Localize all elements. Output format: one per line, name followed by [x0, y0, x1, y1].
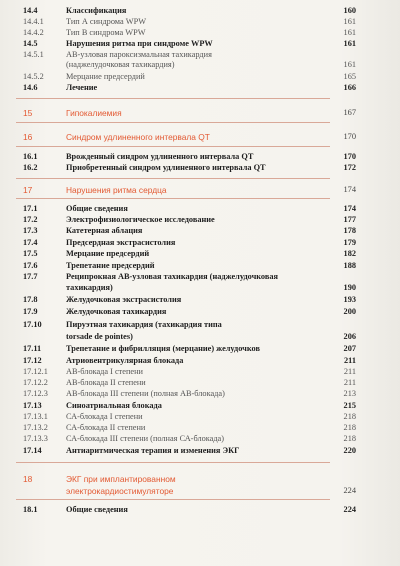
toc-entry-title: электрокардиостимуляторе	[66, 486, 174, 496]
toc-entry[interactable]	[0, 412, 400, 422]
toc-entry-page: 200	[343, 307, 356, 316]
toc-entry-page: 170	[343, 152, 356, 161]
toc-entry-page: 218	[343, 423, 356, 432]
toc-entry-page: 172	[343, 163, 356, 172]
toc-entry-page: 178	[343, 226, 356, 235]
toc-entry[interactable]	[0, 344, 400, 354]
toc-entry-title: torsade de pointes)	[66, 332, 133, 341]
toc-entry-title: Нарушения ритма при синдроме WPW	[66, 39, 213, 48]
toc-entry-page: 167	[343, 108, 356, 117]
toc-entry-number: 16	[23, 132, 33, 142]
toc-entry[interactable]	[0, 434, 400, 444]
section-divider	[16, 146, 330, 147]
toc-entry-number: 17.1	[23, 204, 38, 213]
toc-entry-title: Тип В синдрома WPW	[66, 28, 146, 37]
toc-entry-title: Электрофизиологическое исследование	[66, 215, 215, 224]
toc-entry-number: 17.12.2	[23, 378, 48, 387]
toc-entry-title: Нарушения ритма сердца	[66, 185, 167, 195]
toc-entry-number: 14.5.1	[23, 50, 44, 59]
toc-entry[interactable]	[0, 108, 400, 118]
toc-entry-page: 207	[343, 344, 356, 353]
toc-entry-number: 16.2	[23, 163, 38, 172]
toc-entry[interactable]	[0, 17, 400, 27]
toc-entry[interactable]	[0, 261, 400, 271]
toc-entry-title: СА-блокада I степени	[66, 412, 143, 421]
toc-entry-page: 161	[343, 39, 356, 48]
toc-entry-number: 17.9	[23, 307, 38, 316]
toc-entry-page: 166	[343, 83, 356, 92]
toc-entry-number: 17.13.1	[23, 412, 48, 421]
toc-entry-page: 160	[343, 6, 356, 15]
toc-entry-number: 17.2	[23, 215, 38, 224]
toc-entry-page: 174	[343, 185, 356, 194]
toc-entry-number: 17.6	[23, 261, 38, 270]
toc-entry-page: 193	[343, 295, 356, 304]
toc-entry-title: Трепетание предсердий	[66, 261, 155, 270]
toc-entry[interactable]	[0, 249, 400, 259]
toc-entry[interactable]	[0, 423, 400, 433]
toc-entry-title: Приобретенный синдром удлиненного интервала QT	[66, 163, 266, 172]
toc-entry-page: 218	[343, 412, 356, 421]
toc-entry-page: 206	[343, 332, 356, 341]
toc-entry-page: 161	[343, 60, 356, 69]
toc-entry-page: 224	[343, 486, 356, 495]
toc-entry-page: 215	[343, 401, 356, 410]
toc-entry-page: 161	[343, 28, 356, 37]
toc-entry-page: 188	[343, 261, 356, 270]
toc-entry-title: Врожденный синдром удлиненного интервала QT	[66, 152, 254, 161]
toc-entry[interactable]	[0, 238, 400, 248]
toc-entry[interactable]	[0, 50, 400, 60]
toc-entry[interactable]	[0, 72, 400, 82]
toc-entry-number: 17.5	[23, 249, 38, 258]
toc-entry[interactable]	[0, 83, 400, 93]
toc-entry-title: Мерцание предсердий	[66, 249, 150, 258]
toc-entry[interactable]	[0, 204, 400, 214]
toc-entry-title: Трепетание и фибрилляция (мерцание) желудочков	[66, 344, 260, 353]
toc-entry-title: Предсердная экстрасистолия	[66, 238, 176, 247]
section-divider	[16, 499, 330, 500]
toc-entry-number: 17.12.3	[23, 389, 48, 398]
toc-entry-page: 177	[343, 215, 356, 224]
toc-entry[interactable]	[0, 486, 400, 496]
section-divider	[16, 122, 330, 123]
toc-entry-number: 17.12.1	[23, 367, 48, 376]
toc-entry-title: Синоатриальная блокада	[66, 401, 162, 410]
toc-entry[interactable]	[0, 446, 400, 456]
toc-entry-number: 17.7	[23, 272, 38, 281]
toc-entry-number: 14.5.2	[23, 72, 44, 81]
toc-entry-title: СА-блокада III степени (полная СА-блокада)	[66, 434, 225, 443]
toc-entry-page: 211	[344, 356, 356, 365]
toc-entry[interactable]	[0, 367, 400, 377]
toc-entry-title: Желудочковая тахикардия	[66, 307, 167, 316]
toc-entry[interactable]	[0, 39, 400, 49]
toc-entry[interactable]	[0, 132, 400, 142]
toc-entry[interactable]	[0, 389, 400, 399]
toc-entry-number: 17.13.2	[23, 423, 48, 432]
toc-entry[interactable]	[0, 320, 400, 330]
toc-entry-page: 170	[343, 132, 356, 141]
toc-entry-number: 17.11	[23, 344, 42, 353]
toc-entry-number: 17.3	[23, 226, 38, 235]
section-divider	[16, 198, 330, 199]
toc-entry-title: Лечение	[66, 83, 98, 92]
toc-entry[interactable]	[0, 474, 400, 484]
toc-entry-title: Реципрокная АВ-узловая тахикардия (наджелудочковая	[66, 272, 278, 281]
toc-entry-page: 211	[343, 367, 356, 376]
toc-entry-number: 14.4.1	[23, 17, 44, 26]
toc-entry[interactable]	[0, 332, 400, 342]
toc-entry-page: 213	[343, 389, 356, 398]
toc-entry[interactable]	[0, 401, 400, 411]
toc-entry-number: 14.6	[23, 83, 38, 92]
toc-entry-title: Тип А синдрома WPW	[66, 17, 147, 26]
toc-entry-title: Мерцание предсердий	[66, 72, 145, 81]
section-divider	[16, 462, 330, 463]
toc-entry-page: 165	[343, 72, 356, 81]
toc-entry-number: 14.5	[23, 39, 38, 48]
toc-entry[interactable]	[0, 226, 400, 236]
toc-entry-page: 161	[343, 17, 356, 26]
toc-entry-title: Желудочковая экстрасистолия	[66, 295, 182, 304]
toc-entry[interactable]	[0, 152, 400, 162]
toc-entry-number: 17	[23, 185, 33, 195]
toc-entry-page: 224	[343, 505, 356, 514]
toc-entry-number: 14.4	[23, 6, 38, 15]
toc-entry[interactable]	[0, 295, 400, 305]
toc-entry-title: Общие сведения	[66, 505, 128, 514]
toc-entry[interactable]	[0, 272, 400, 282]
toc-entry-title: АВ-блокада III степени (полная АВ-блокада)	[66, 389, 225, 398]
section-divider	[16, 178, 330, 179]
toc-entry-number: 17.14	[23, 446, 42, 455]
toc-entry-title: Атриовентрикулярная блокада	[66, 356, 184, 365]
toc-entry-number: 14.4.2	[23, 28, 44, 37]
toc-entry[interactable]	[0, 28, 400, 38]
toc-entry-title: Пируэтная тахикардия (тахикардия типа	[66, 320, 222, 329]
toc-entry-title: Синдром удлиненного интервала QT	[66, 132, 210, 142]
toc-entry-number: 15	[23, 108, 33, 118]
toc-entry-number: 17.12	[23, 356, 42, 365]
toc-entry[interactable]	[0, 185, 400, 195]
toc-entry[interactable]	[0, 163, 400, 173]
toc-entry-page: 220	[343, 446, 356, 455]
toc-entry-number: 18	[23, 474, 33, 484]
toc-entry-page: 211	[343, 378, 356, 387]
toc-entry-title: ЭКГ при имплантированном	[66, 474, 176, 484]
toc-entry-number: 17.8	[23, 295, 38, 304]
toc-entry[interactable]	[0, 378, 400, 388]
toc-entry-page: 179	[343, 238, 356, 247]
toc-entry[interactable]	[0, 307, 400, 317]
toc-entry-number: 17.13.3	[23, 434, 48, 443]
toc-entry-title: СА-блокада II степени	[66, 423, 146, 432]
toc-entry[interactable]	[0, 60, 400, 70]
toc-entry-page: 182	[343, 249, 356, 258]
toc-entry-title: Классификация	[66, 6, 127, 15]
toc-entry-title: АВ-блокада II степени	[66, 378, 146, 387]
toc-entry-title: АВ-узловая пароксизмальная тахикардия	[66, 50, 212, 59]
toc-entry-title: (наджелудочковая тахикардия)	[66, 60, 175, 69]
toc-entry-number: 17.4	[23, 238, 38, 247]
toc-entry-page: 218	[343, 434, 356, 443]
toc-entry-number: 16.1	[23, 152, 38, 161]
toc-entry-title: АВ-блокада I степени	[66, 367, 143, 376]
toc-entry[interactable]	[0, 6, 400, 16]
toc-entry-title: Гипокалиемия	[66, 108, 122, 118]
toc-entry[interactable]	[0, 505, 400, 515]
toc-entry[interactable]	[0, 356, 400, 366]
toc-entry-page: 190	[343, 283, 356, 292]
toc-entry-page: 174	[343, 204, 356, 213]
toc-entry-title: тахикардия)	[66, 283, 113, 292]
toc-entry-number: 17.10	[23, 320, 42, 329]
toc-entry-number: 18.1	[23, 505, 38, 514]
toc-entry[interactable]	[0, 215, 400, 225]
toc-entry[interactable]	[0, 283, 400, 293]
toc-entry-title: Катетерная аблация	[66, 226, 143, 235]
toc-entry-number: 17.13	[23, 401, 42, 410]
section-divider	[16, 98, 330, 99]
toc-entry-title: Общие сведения	[66, 204, 128, 213]
toc-entry-title: Антиаритмическая терапия и изменения ЭКГ	[66, 446, 240, 455]
